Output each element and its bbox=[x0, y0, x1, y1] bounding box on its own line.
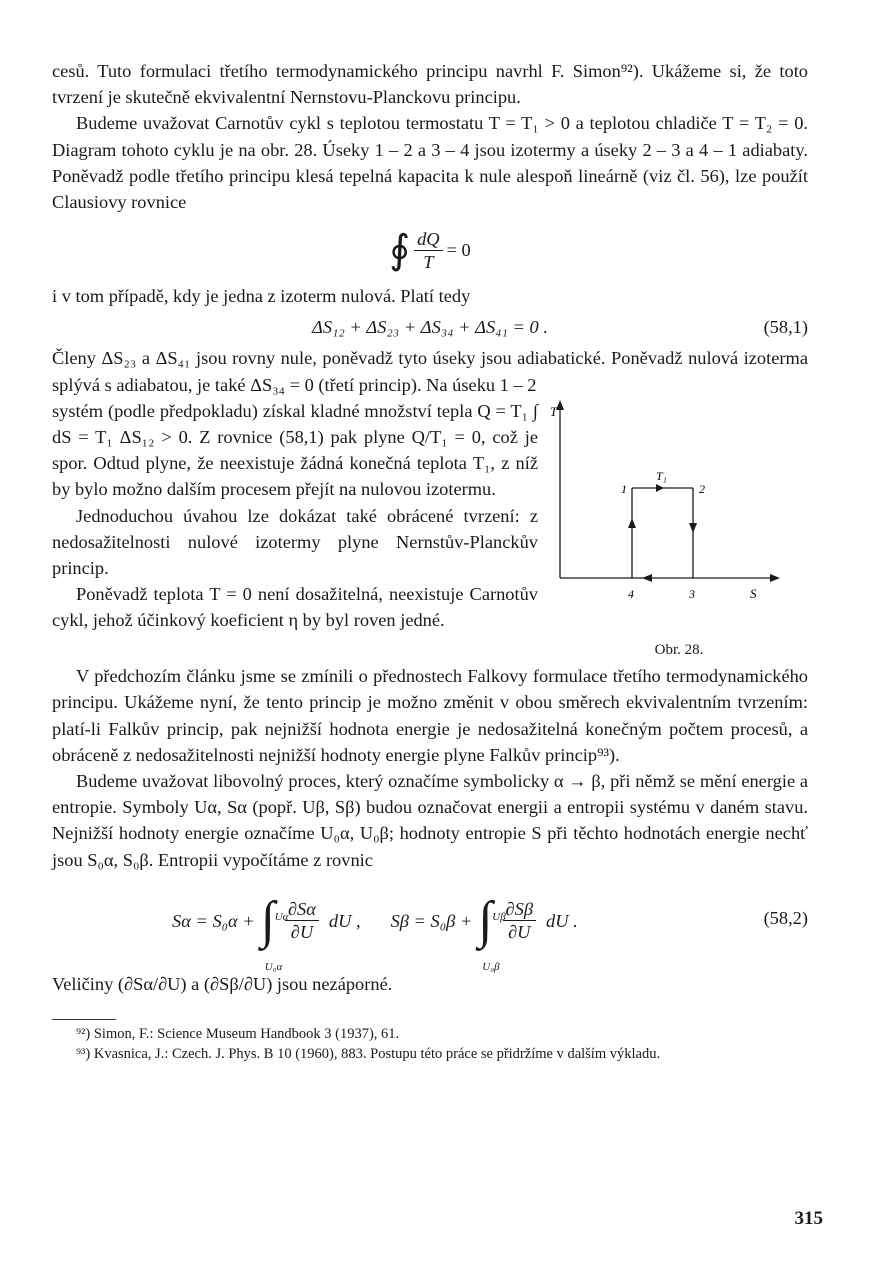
point-4: 4 bbox=[628, 586, 634, 601]
integral-symbol: ∫ Uβ U₀β bbox=[478, 895, 492, 947]
isotherm-arrow bbox=[656, 484, 664, 492]
upper-limit-beta: Uβ bbox=[492, 910, 506, 923]
partial-num-beta: ∂Sβ bbox=[503, 898, 536, 921]
page-number: 315 bbox=[794, 1208, 823, 1229]
paragraph-1: cesů. Tuto formulaci třetího termodynamického principu navrhl F. Simon⁹²). Ukážeme si, že toto tvrzení je skutečně ekvivalentní Nernstovu-Planckovu principu. bbox=[52, 61, 808, 108]
lower-limit-alpha: U₀α bbox=[264, 960, 283, 973]
eq-lhs-beta: Sβ = S₀β + bbox=[390, 910, 473, 931]
point-1: 1 bbox=[621, 481, 627, 496]
eq-tail-alpha: dU , bbox=[328, 910, 361, 931]
footnote-92: ⁹²) Simon, F.: Science Museum Handbook 3 (1937), 61. bbox=[76, 1026, 400, 1043]
contour-integral-symbol: ∮ bbox=[389, 227, 411, 273]
paragraph-5: Jednoduchou úvahou lze dokázat také obrácené tvrzení: z nedosažitelnosti nulové izotermy plyne Nernstův-Planckův princip. bbox=[52, 505, 538, 579]
partial-den-alpha: ∂U bbox=[290, 922, 314, 943]
paragraph-9: Veličiny (∂Sα/∂U) a (∂Sβ/∂U) jsou nezáporné. bbox=[52, 973, 393, 994]
x-axis-arrow bbox=[770, 574, 780, 582]
point-2: 2 bbox=[699, 481, 705, 496]
text-with-figure bbox=[52, 398, 808, 663]
paragraph-6: Poněvadž teplota T = 0 není dosažitelná, neexistuje Carnotův cykl, jehož účinkový koeficient η by byl roven jedné. bbox=[52, 584, 538, 631]
lower-limit-beta: U₀β bbox=[482, 960, 500, 973]
equation-58-1 bbox=[52, 309, 808, 345]
paragraph-7: V předchozím článku jsme se zmínili o přednostech Falkovy formulace třetího termodynamického principu. Ukážeme nyní, že tento princip je možno změnit v obou směrech ekvivalentním tvrzením: platí-li Falkův princip, pak nejnižší hodnota energie je nedosažitelná konečným počtem procesů, a obráceně z nedosažitelnosti nejnižší hodnoty energie plyne Falkův princip⁹³). bbox=[52, 666, 808, 765]
adiabat-4-1-arrow bbox=[628, 518, 636, 528]
paragraph-2: Budeme uvažovat Carnotův cykl s teplotou termostatu T = T₁ > 0 a teplotou chladiče T = T₂ = 0. Diagram tohoto cyklu je na obr. 28. Úseky 1 – 2 a 3 – 4 jsou izotermy a úseky 2 – 3 a 4 – 1 adiabaty. Poněvadž podle třetího principu klesá tepelná kapacita k nule alespoň lineárně (viz čl. 56), lze použít Clausiovy rovnice bbox=[52, 113, 808, 213]
partial-num-alpha: ∂Sα bbox=[285, 898, 319, 921]
axis-label-S: S bbox=[750, 585, 757, 601]
fraction-denominator: T bbox=[423, 251, 434, 272]
footnote-93: ⁹³) Kvasnica, J.: Czech. J. Phys. B 10 (1960), 883. Postupu této práce se přidržíme v dalším výkladu. bbox=[76, 1046, 661, 1063]
equation-contour-integral bbox=[52, 221, 808, 279]
footnote-rule bbox=[52, 1019, 116, 1020]
eq-tail-beta: dU . bbox=[546, 910, 578, 931]
fraction-numerator: dQ bbox=[414, 228, 442, 251]
paragraph-4b: systém (podle předpokladu) získal kladné množství tepla Q = T₁ ∫ dS = T₁ ΔS₁₂ > 0. Z rovnice (58,1) pak plyne Q/T₁ = 0, což je spor. Odtud plyne, že neexistuje žádná konečná teplota T₁, z níž by bylo možno dalším procesem přejít na nulovou izotermu. bbox=[52, 400, 538, 500]
figure-28 bbox=[550, 398, 808, 663]
equation-58-2 bbox=[52, 881, 808, 973]
upper-limit-alpha: Uα bbox=[274, 910, 289, 923]
axis-label-T: T bbox=[550, 403, 558, 419]
carnot-cycle-diagram bbox=[550, 398, 808, 626]
eq-lhs-alpha: Sα = S₀α + bbox=[172, 910, 255, 931]
page-body bbox=[52, 58, 808, 1064]
label-T1: T₁ bbox=[656, 468, 667, 483]
paragraph-4: Členy ΔS₂₃ a ΔS₄₁ jsou rovny nule, poněvadž tyto úseky jsou adiabatické. Poněvadž nulová izoterma splývá s adiabatou, je také ΔS₃₄ = 0 (třetí princip). Na úseku 1 – 2 bbox=[52, 348, 808, 395]
adiabat-2-3-arrow bbox=[689, 523, 697, 533]
equation-rhs: = 0 bbox=[446, 240, 471, 261]
equation-label: (58,2) bbox=[763, 907, 808, 928]
equation-body: ΔS₁₂ + ΔS₂₃ + ΔS₃₄ + ΔS₄₁ = 0 . bbox=[312, 317, 548, 338]
equation-label: (58,1) bbox=[763, 317, 808, 338]
point-3: 3 bbox=[689, 586, 695, 601]
partial-den-beta: ∂U bbox=[508, 922, 531, 943]
integral-symbol: ∫ Uα U₀α bbox=[261, 895, 275, 947]
figure-caption: Obr. 28. bbox=[654, 642, 704, 659]
zero-isotherm-arrow bbox=[642, 574, 652, 582]
paragraph-3: i v tom případě, kdy je jedna z izoterm nulová. Platí tedy bbox=[52, 286, 471, 307]
paragraph-8: Budeme uvažovat libovolný proces, který označíme symbolicky α → β, při němž se mění energie a entropie. Symboly Uα, Sα (popř. Uβ, Sβ) budou označovat energii a entropii systému v daném stavu. Nejnižší hodnoty energie označíme U₀α, U₀β; hodnoty entropie S při těchto hodnotách energie nechť jsou S₀α, S₀β. Entropii vypočítáme z rovnic bbox=[52, 771, 808, 870]
